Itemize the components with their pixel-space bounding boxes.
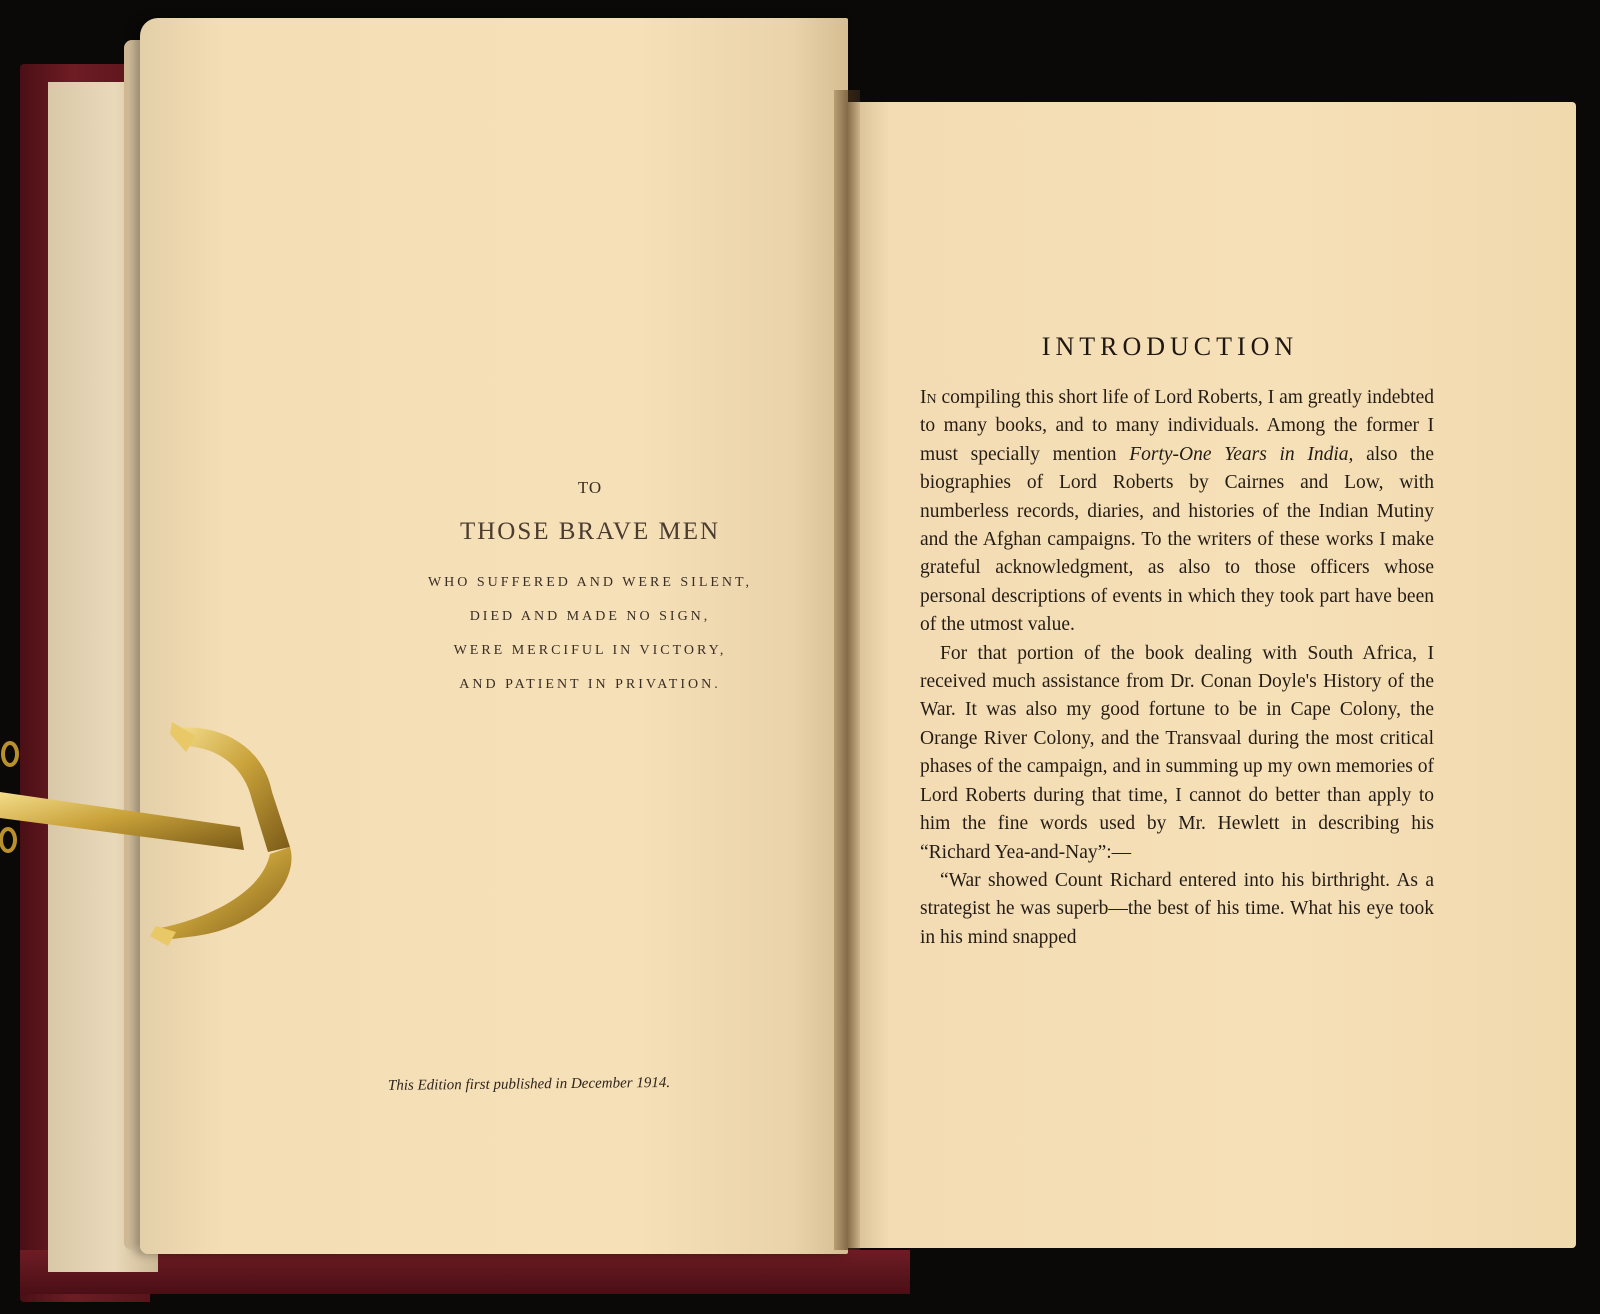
dedication-line: WHO SUFFERED AND WERE SILENT, bbox=[427, 575, 753, 590]
intro-paragraph-1 bbox=[920, 384, 1434, 640]
dedication-line: DIED AND MADE NO SIGN, bbox=[469, 609, 711, 624]
dedication bbox=[380, 478, 800, 702]
anchor-bookmark-icon bbox=[0, 722, 320, 962]
book-title-italic: Forty-One Years in India, bbox=[1129, 443, 1354, 465]
intro-paragraph-3: “War showed Count Richard entered into his birthright. As a strategist he was superb—the best of his time. What his eye took in his mind snapped bbox=[920, 869, 1434, 948]
intro-paragraph-2: For that portion of the book dealing with South Africa, I received much assistance from Dr. Conan Doyle's History of the War. It was also my good fortune to be in Cape Colony, the Orange River Colony, and the Transvaal during the most critical phases of the campaign, and in summing up my own memories of Lord Roberts during that time, I cannot do better than apply to him the fine words used by Mr. Hewlett in describing his “Richard Yea-and-Nay”:— bbox=[920, 642, 1434, 863]
edition-imprint: This Edition first published in December 1914. bbox=[387, 1074, 671, 1094]
dedication-heading: THOSE BRAVE MEN bbox=[459, 518, 721, 545]
introduction-title: INTRODUCTION bbox=[1041, 332, 1299, 361]
book-gutter bbox=[834, 90, 860, 1250]
paragraph-text: also the biographies of Lord Roberts by Cairnes and Low, with numberless records, diaries, and histories of the Indian Mutiny and the Afghan campaigns. To the writers of these works I make grateful acknowledgment, as also to those officers whose personal descriptions of events in which they took part have been of the utmost value. bbox=[920, 443, 1435, 636]
dedication-to: TO bbox=[577, 478, 603, 497]
lead-word: In bbox=[920, 387, 937, 408]
introduction-body bbox=[920, 384, 1434, 952]
dedication-line: WERE MERCIFUL IN VICTORY, bbox=[453, 643, 727, 658]
dedication-line: AND PATIENT IN PRIVATION. bbox=[459, 677, 721, 692]
paragraph-text: compiling this short life of Lord Roberts, I am greatly indebted to many books, and to many individuals. Among the former I must specially mention bbox=[920, 387, 1434, 465]
